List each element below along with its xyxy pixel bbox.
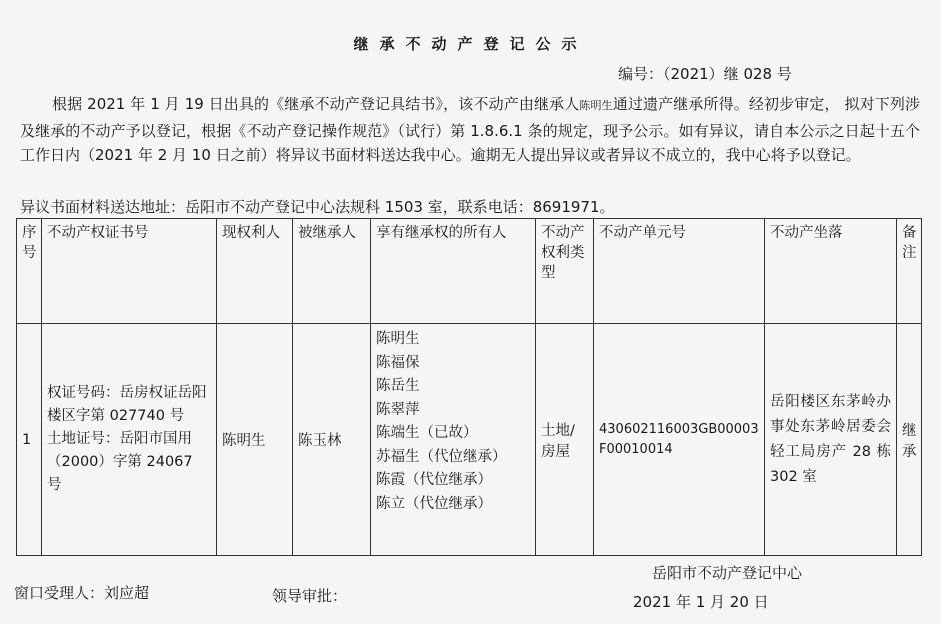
- header-seq: 序号: [17, 219, 42, 324]
- cell-remark: 继承: [897, 324, 922, 556]
- heir-item: 陈霞（代位继承）: [376, 472, 492, 488]
- notice-title: 继承不动产登记公示: [353, 35, 588, 53]
- cell-owner: 陈明生: [217, 324, 293, 556]
- cell-type: 土地/房屋: [536, 324, 594, 556]
- heir-item: 陈岳生: [376, 378, 420, 394]
- property-table: [16, 218, 922, 556]
- paragraph-part2: 通过遗产继承所得。经初步审定， 拟对下列涉及继承的不动产予以登记，根据《不动产登记操作规范》（试行）第 1.8.6.1 条的规定，现予公示。如有异议，请自本公示之日起十五个工作日内（2021 年 2 月 10 日之前）将异议书面材料送达我中心。逾期无人提出异议或者异议不成立的，我中心将予以登记。: [20, 95, 921, 164]
- cell-cert: [42, 324, 217, 556]
- cert-land-number: 土地证号：岳阳市国用（2000）字第 24067 号: [47, 431, 193, 493]
- header-remark: 备注: [897, 219, 922, 324]
- heir-item: 陈立（代位继承）: [376, 495, 492, 512]
- header-decedent: 被继承人: [293, 219, 371, 324]
- heir-item: 陈翠萍: [376, 401, 420, 418]
- header-owner: 现权利人: [217, 219, 293, 324]
- header-type: 不动产权利类型: [536, 219, 594, 324]
- heir-item: 苏福生（代位继承）: [376, 448, 507, 465]
- notice-paragraph: [20, 92, 920, 168]
- header-cert: 不动产权证书号: [42, 219, 217, 324]
- issue-date: 2021 年 1 月 20 日: [633, 593, 769, 611]
- leader-approval: 领导审批：: [272, 587, 348, 605]
- header-location: 不动产坐落: [765, 219, 897, 324]
- window-receiver: 窗口受理人：刘应超: [14, 584, 150, 602]
- cell-heirs: [371, 324, 536, 556]
- paragraph-part1: 根据 2021 年 1 月 19 日出具的《继承不动产登记具结书》，该不动产由继承人: [52, 95, 580, 113]
- cert-property-number: 权证号码：岳房权证岳阳楼区字第 027740 号: [47, 385, 207, 424]
- cell-unit: 430602116003GB00003F00010014: [594, 324, 765, 556]
- cell-decedent: 陈玉林: [293, 324, 371, 556]
- heir-item: 陈端生（已故）: [376, 425, 478, 441]
- issuing-organization: 岳阳市不动产登记中心: [652, 564, 803, 582]
- heir-item: 陈明生: [376, 331, 420, 347]
- header-unit: 不动产单元号: [594, 219, 765, 324]
- table-header-row: [17, 219, 922, 324]
- objection-address: 异议书面材料送达地址：岳阳市不动产登记中心法规科 1503 室，联系电话：8691971。: [20, 198, 615, 216]
- header-heirs: 享有继承权的所有人: [371, 219, 536, 324]
- document-number: 编号：（2021）继 028 号: [618, 65, 792, 83]
- heir-item: 陈福保: [376, 354, 420, 371]
- cell-seq: 1: [17, 324, 42, 556]
- heir-name-inline: 陈明生: [579, 99, 613, 112]
- table-row: [17, 324, 922, 556]
- cell-location: 岳阳楼区东茅岭办事处东茅岭居委会轻工局房产 28 栋 302 室: [765, 324, 897, 556]
